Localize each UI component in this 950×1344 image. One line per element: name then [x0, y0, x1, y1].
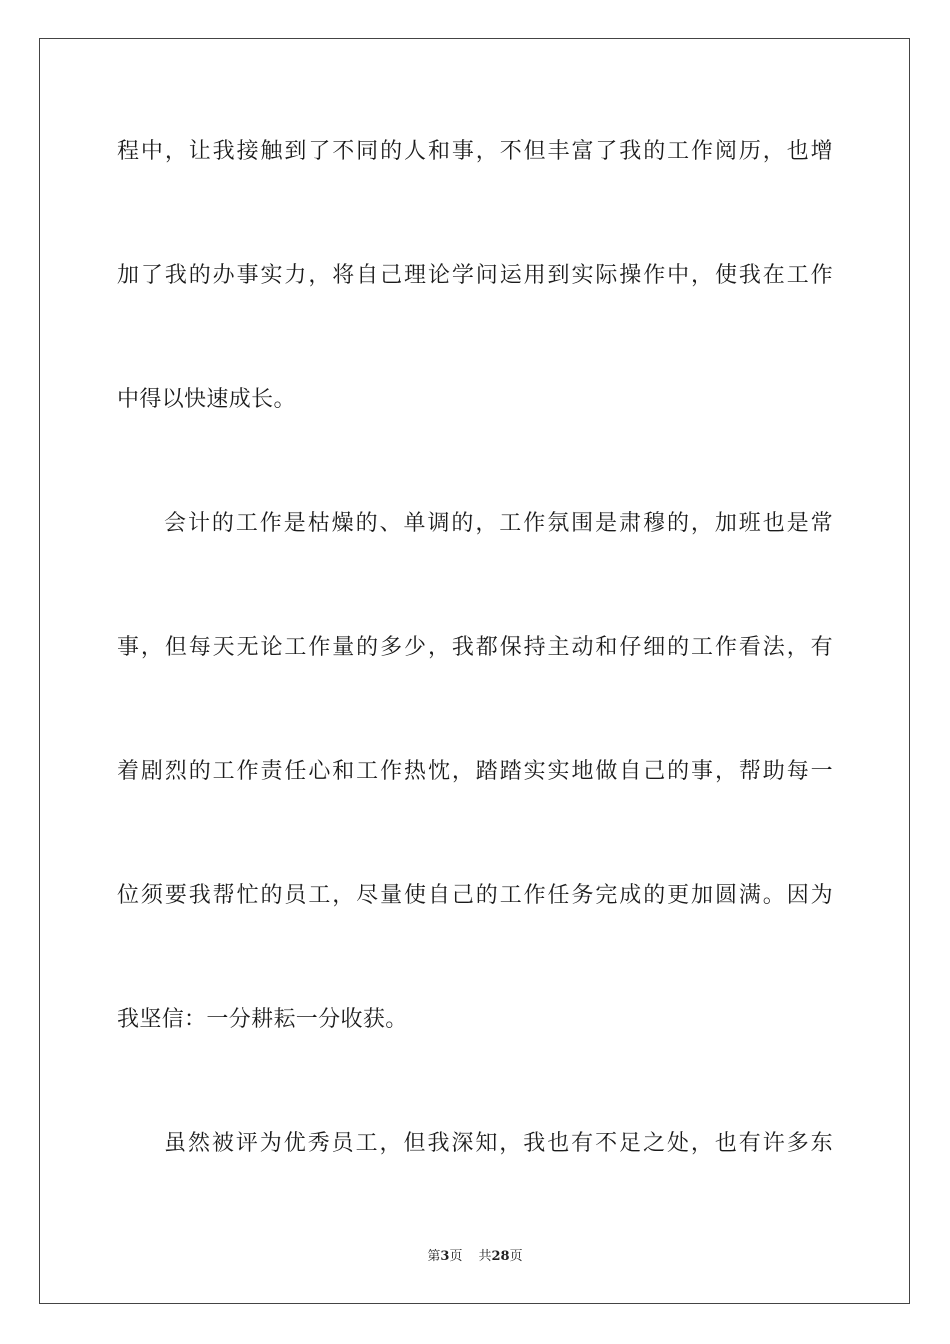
- total-pages: 28: [491, 1249, 510, 1264]
- page-prefix: 第: [427, 1249, 441, 1264]
- text-line: 事，但每天无论工作量的多少，我都保持主动和仔细的工作看法，有: [117, 635, 833, 660]
- text-line: 加了我的办事实力，将自己理论学问运用到实际操作中，使我在工作: [117, 263, 833, 288]
- text-line: 程中，让我接触到了不同的人和事，不但丰富了我的工作阅历，也增: [117, 139, 833, 164]
- total-suffix: 页: [509, 1249, 523, 1264]
- paragraph-start-line: 虽然被评为优秀员工，但我深知，我也有不足之处，也有许多东: [164, 1131, 833, 1156]
- page-border: [39, 38, 910, 1304]
- paragraph-start-line: 会计的工作是枯燥的、单调的，工作氛围是肃穆的，加班也是常: [164, 511, 833, 536]
- text-line: 着剧烈的工作责任心和工作热忱，踏踏实实地做自己的事，帮助每一: [117, 759, 833, 784]
- page-suffix: 页: [449, 1249, 463, 1264]
- total-prefix: 共: [478, 1249, 492, 1264]
- text-line: 中得以快速成长。: [117, 387, 296, 412]
- text-line: 我坚信：一分耕耘一分收获。: [117, 1007, 408, 1032]
- page-number: 3: [440, 1249, 450, 1264]
- text-line: 位须要我帮忙的员工，尽量使自己的工作任务完成的更加圆满。因为: [117, 883, 833, 908]
- page-footer: [0, 1248, 950, 1266]
